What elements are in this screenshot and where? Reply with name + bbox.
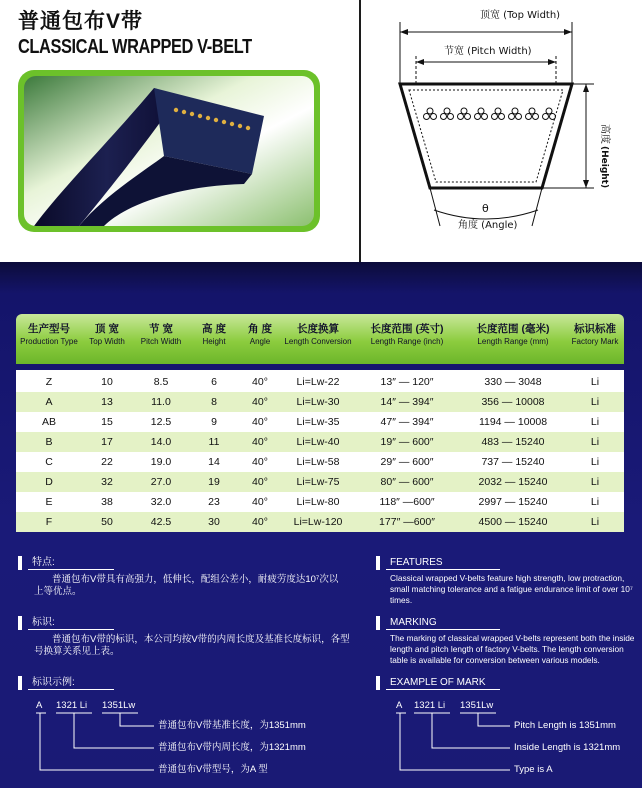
table-cell: 8 xyxy=(211,396,217,408)
table-cell: 19 xyxy=(208,476,220,488)
table-cell: 8.5 xyxy=(153,376,169,388)
table-cell: 32 xyxy=(101,476,113,488)
table-cell: B xyxy=(45,436,53,448)
belt-cross-section-diagram xyxy=(372,0,642,262)
table-cell: Li=Lw-75 xyxy=(296,476,340,488)
table-header-cn: 标识标准 xyxy=(574,323,616,335)
features-en-label: FEATURES xyxy=(376,556,500,570)
table-cell: 19.0 xyxy=(150,456,172,468)
table-cell: 40° xyxy=(252,476,268,488)
table-header-en: Length Range (inch) xyxy=(370,337,444,346)
table-header-cn: 高 度 xyxy=(202,323,226,335)
table-cell: D xyxy=(45,476,53,488)
table-cell: 40° xyxy=(252,416,268,428)
table-cell: A xyxy=(45,396,53,408)
example-cn-code-lw: 1351Lw xyxy=(102,700,136,711)
table-cell: Li xyxy=(590,496,600,508)
height-label-en: (Height) xyxy=(599,146,609,189)
table-cell: 356 — 10008 xyxy=(481,396,545,408)
table-cell: 15 xyxy=(101,416,113,428)
table-header-en: Length Conversion xyxy=(284,337,352,346)
features-en-text: Classical wrapped V-belts feature high strength, low protraction, small matching tolerance and a fatigue endurance limit of over 10⁷ times. xyxy=(390,573,633,605)
table-cell: 40° xyxy=(252,456,268,468)
table-cell: Z xyxy=(45,376,53,388)
table-cell: 29″ — 600″ xyxy=(380,456,434,468)
pitch-width-label: 节宽 (Pitch Width) xyxy=(444,46,532,57)
table-cell: 9 xyxy=(211,416,217,428)
table-cell: 2032 — 15240 xyxy=(478,476,548,488)
top-width-label: 顶宽 (Top Width) xyxy=(480,10,561,21)
height-label-cn: 高度 xyxy=(599,124,610,144)
table-cell: 177″ —600″ xyxy=(379,516,435,528)
example-cn-label: 标识示例: xyxy=(18,676,114,690)
table-cell: 27.0 xyxy=(150,476,172,488)
table-cell: 13″ — 120″ xyxy=(380,376,434,388)
example-cn-explain-type: 普通包布V带型号，为A 型 xyxy=(158,764,268,775)
example-cn-code-type: A xyxy=(36,700,43,711)
table-cell: 6 xyxy=(211,376,217,388)
table-cell: F xyxy=(45,516,53,528)
table-header-en: Pitch Width xyxy=(140,337,182,346)
table-cell: Li=Lw-22 xyxy=(296,376,340,388)
table-header-cn: 顶 宽 xyxy=(95,323,119,335)
table-cell: Li xyxy=(590,416,600,428)
table-cell: 483 — 15240 xyxy=(481,436,545,448)
table-header-cn: 长度范围 (毫米) xyxy=(476,323,550,335)
table-cell: 40° xyxy=(252,376,268,388)
marking-en-label: MARKING xyxy=(376,616,500,630)
table-cell: 13 xyxy=(101,396,113,408)
features-cn-text: 普通包布V带具有高强力，低伸长，配组公差小，耐疲劳度达10⁷次以上等优点。 xyxy=(34,574,339,597)
table-cell: 737 — 15240 xyxy=(481,456,545,468)
table-header-cn: 节 宽 xyxy=(149,323,173,335)
table-cell: Li xyxy=(590,436,600,448)
table-header-cn: 生产型号 xyxy=(28,323,70,335)
example-cn-explain-inside: 普通包布V带内周长度，为1321mm xyxy=(158,742,306,753)
table-cell: 330 — 3048 xyxy=(484,376,542,388)
table-cell: 40° xyxy=(252,436,268,448)
example-en-explain-type: Type is A xyxy=(514,764,553,775)
table-cell: 42.5 xyxy=(150,516,172,528)
example-en-code-lw: 1351Lw xyxy=(460,700,494,711)
table-cell: AB xyxy=(41,416,56,428)
example-en-explain-pitch: Pitch Length is 1351mm xyxy=(514,720,616,731)
table-cell: 10 xyxy=(101,376,113,388)
table-cell: 17 xyxy=(101,436,113,448)
table-cell: Li xyxy=(590,516,600,528)
page-title-cn: 普通包布V带 xyxy=(18,10,144,33)
belt-photo-frame xyxy=(18,70,320,232)
example-cn-explain-pitch: 普通包布V带基准长度，为1351mm xyxy=(158,720,306,731)
table-header-en: Angle xyxy=(249,337,271,346)
page-title-en: CLASSICAL WRAPPED V-BELT xyxy=(18,36,252,58)
example-cn-code-li: 1321 Li xyxy=(56,700,88,711)
table-cell: 50 xyxy=(101,516,113,528)
example-en-label: EXAMPLE OF MARK xyxy=(376,676,500,690)
example-en-explain-inside: Inside Length is 1321mm xyxy=(514,742,621,753)
belt-photo xyxy=(24,76,314,226)
marking-en-text: The marking of classical wrapped V-belts represent both the inside length and pitch length of factory V-belts. The length conversion table is available for conversion between various models. xyxy=(390,633,635,665)
table-cell: 1194 — 10008 xyxy=(478,416,548,428)
table-header-cn: 角 度 xyxy=(248,323,272,335)
table-cell: 11 xyxy=(208,436,220,448)
table-cell: 19″ — 600″ xyxy=(380,436,434,448)
table-cell: 32.0 xyxy=(150,496,172,508)
table-cell: 11.0 xyxy=(151,396,171,408)
table-cell: 22 xyxy=(101,456,113,468)
table-cell: 4500 — 15240 xyxy=(478,516,548,528)
table-cell: 40° xyxy=(252,496,268,508)
table-cell: 30 xyxy=(208,516,220,528)
marking-cn-label: 标识: xyxy=(18,616,114,630)
table-cell: 14.0 xyxy=(150,436,172,448)
table-cell: Li=Lw-40 xyxy=(296,436,340,448)
spec-section xyxy=(0,262,642,788)
table-header-en: Length Range (mm) xyxy=(477,337,549,346)
table-cell: C xyxy=(45,456,53,468)
table-cell: 40° xyxy=(252,516,268,528)
table-cell: Li xyxy=(590,456,600,468)
table-cell: 23 xyxy=(208,496,220,508)
example-en-code-type: A xyxy=(396,700,403,711)
table-cell: 14″ — 394″ xyxy=(380,396,434,408)
table-cell: 40° xyxy=(252,396,268,408)
table-header-cn: 长度范围 (英寸) xyxy=(370,323,444,335)
top-section xyxy=(0,0,642,262)
table-header-en: Production Type xyxy=(20,337,78,346)
features-cn-label: 特点: xyxy=(18,556,114,570)
table-header-en: Factory Mark xyxy=(571,337,619,346)
table-cell: 80″ — 600″ xyxy=(380,476,434,488)
table-header-cn: 长度换算 xyxy=(297,323,339,335)
table-header-en: Height xyxy=(202,337,226,346)
angle-label: 角度 (Angle) xyxy=(458,220,518,231)
table-cell: E xyxy=(45,496,53,508)
table-header-en: Top Width xyxy=(89,337,125,346)
table-cell: Li=Lw-58 xyxy=(296,456,340,468)
table-cell: 38 xyxy=(101,496,113,508)
table-cell: 2997 — 15240 xyxy=(478,496,548,508)
example-en-code-li: 1321 Li xyxy=(414,700,446,711)
table-cell: Li=Lw-80 xyxy=(296,496,340,508)
table-cell: Li xyxy=(590,476,600,488)
vertical-divider xyxy=(359,0,361,262)
table-cell: Li=Lw-30 xyxy=(296,396,340,408)
table-cell: Li xyxy=(590,396,600,408)
theta-symbol: θ xyxy=(482,202,489,215)
marking-cn-text: 普通包布V带的标识，本公司均按V带的内周长度及基准长度标识，各型号换算关系见上表。 xyxy=(34,634,350,657)
table-cell: 14 xyxy=(208,456,220,468)
table-cell: 118″ —600″ xyxy=(379,496,435,508)
example-cn-leader-lines xyxy=(0,262,642,788)
table-cell: 47″ — 394″ xyxy=(380,416,434,428)
table-cell: 12.5 xyxy=(150,416,172,428)
table-cell: Li xyxy=(590,376,600,388)
table-cell: Li=Lw-120 xyxy=(293,516,343,528)
table-cell: Li=Lw-35 xyxy=(296,416,340,428)
